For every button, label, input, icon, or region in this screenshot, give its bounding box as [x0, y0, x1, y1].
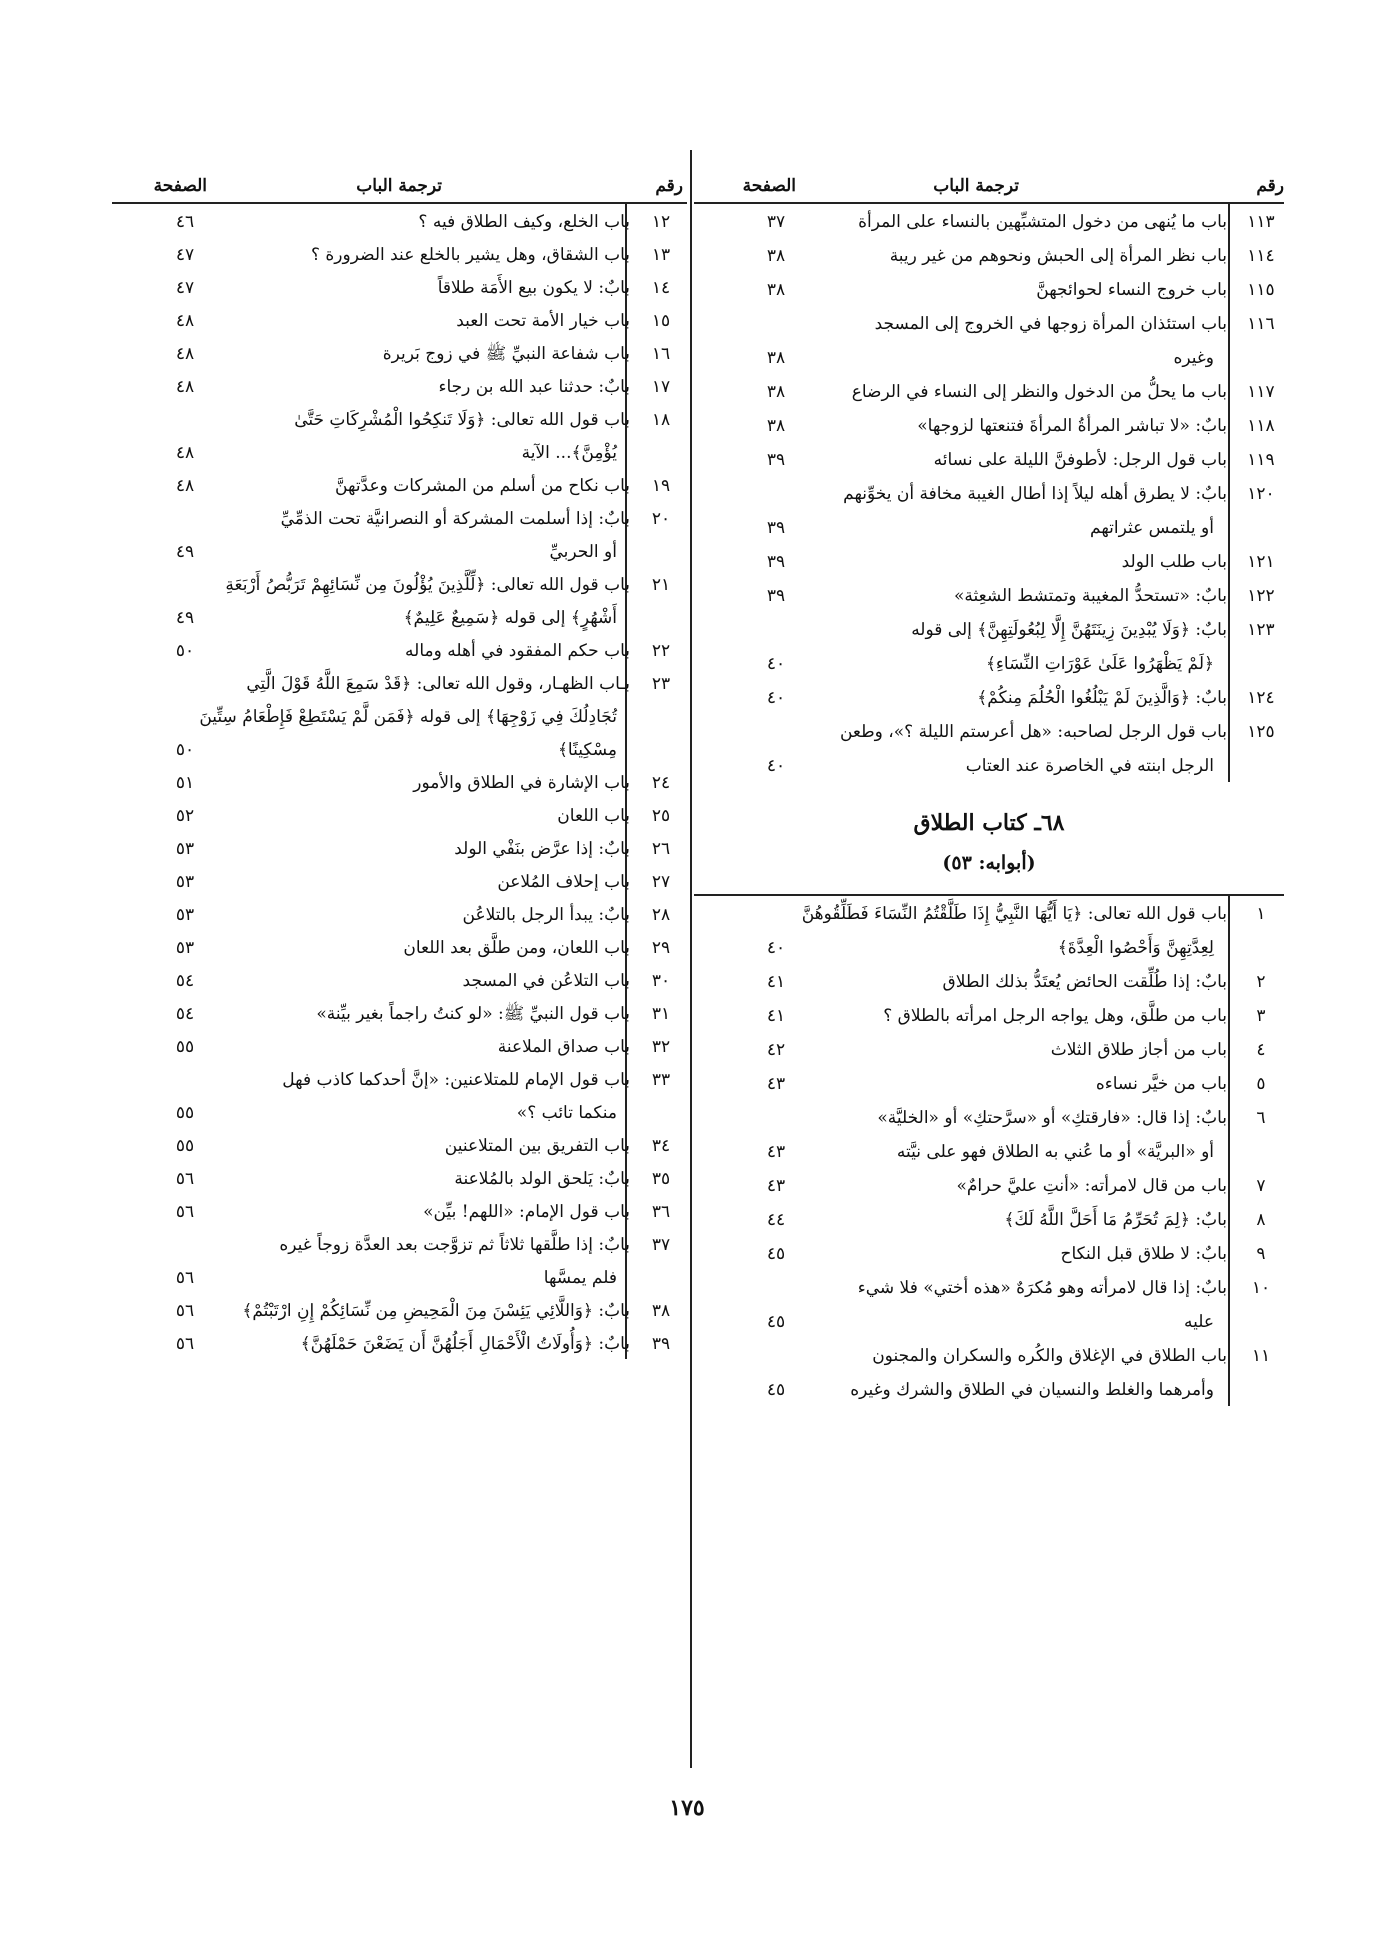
entry-title-continued: وغيره: [1173, 348, 1214, 368]
entry-number: ١٢٤: [1247, 688, 1275, 708]
entry-title: بابٌ: إذا قال: «فارقتكِ» أو «سرَّحتكِ» أو «الخليَّة»: [877, 1108, 1227, 1128]
entry-title: باب من طلَّق، وهل يواجه الرجل امرأته بالطلاق ؟: [883, 1006, 1227, 1026]
entry-page: ٤٥: [766, 1312, 786, 1332]
entry-number: ٧: [1256, 1176, 1266, 1196]
entry-title: باب قول النبيِّ ﷺ: «لو كنتُ راجماً بغير بيِّنة»: [316, 1004, 630, 1024]
number-separator: [1228, 408, 1230, 442]
toc-entry: [112, 996, 687, 1029]
number-separator: [1228, 442, 1230, 476]
entry-title: باب الإشارة في الطلاق والأمور: [413, 773, 630, 793]
entry-title: بابٌ: إذا طلَّقها ثلاثاً ثم تزوَّجت بعد العدَّة زوجاً غيره: [279, 1235, 630, 1255]
entry-number: ٩: [1256, 1244, 1266, 1264]
entry-number: ١١٦: [1247, 314, 1275, 334]
entry-title: باب اللعان: [557, 806, 630, 826]
toc-entry: [112, 402, 687, 468]
entry-number: ٣٤: [651, 1136, 671, 1156]
entry-title-continued: مِسْكِينًا﴾: [557, 740, 617, 760]
entry-page: ٣٧: [766, 212, 786, 232]
entry-title: بابٌ: لا يطرق أهله ليلاً إذا أطال الغيبة مخافة أن يخوِّنهم: [843, 484, 1227, 504]
entry-title: بابٌ: لا يكون بيع الأَمَة طلاقاً: [437, 278, 630, 298]
entry-title: باب الطلاق في الإغلاق والكُره والسكران والمجنون: [872, 1346, 1227, 1366]
toc-entry: [112, 567, 687, 633]
entry-number: ١١٣: [1247, 212, 1275, 232]
header-page: الصفحة: [742, 176, 796, 196]
toc-entry: [112, 666, 687, 765]
entry-title: بابٌ: إذا طُلِّقت الحائض يُعتَدُّ بذلك الطلاق: [942, 972, 1227, 992]
entry-page: ٥٦: [175, 1301, 195, 1321]
entry-title-continued: لِعِدَّتِهِنَّ وَأَحْصُوا الْعِدَّةَ﴾: [1057, 938, 1214, 958]
entry-number: ١٦: [651, 344, 671, 364]
entry-page: ٥٥: [175, 1103, 195, 1123]
entry-title: بابٌ: ﴿وَاللَّائِي يَئِسْنَ مِنَ الْمَحِيضِ مِن نِّسَائِكُمْ إِنِ ارْتَبْتُمْ﴾: [242, 1301, 630, 1321]
entry-number: ٣٠: [651, 971, 671, 991]
entry-number: ٢٦: [651, 839, 671, 859]
entry-title: بابٌ: ﴿وَلَا يُبْدِينَ زِينَتَهُنَّ إِلَّا لِبُعُولَتِهِنَّ﴾ إلى قوله: [911, 620, 1227, 640]
entry-page: ٤٠: [766, 654, 786, 674]
header-title: ترجمة الباب: [933, 176, 1019, 196]
entry-page: ٤٥: [766, 1380, 786, 1400]
entry-number: ١٢: [651, 212, 671, 232]
entry-title: باب حكم المفقود في أهله وماله: [405, 641, 630, 661]
number-separator: [1228, 964, 1230, 998]
toc-entry: [694, 1338, 1284, 1406]
number-separator: [1228, 544, 1230, 578]
entry-title: باب التلاعُن في المسجد: [462, 971, 630, 991]
entry-page: ٥١: [175, 773, 195, 793]
toc-entry: [694, 238, 1284, 272]
entry-title: باب ما يُنهى من دخول المتشبِّهين بالنساء على المرأة: [858, 212, 1227, 232]
entry-title-continued: وأمرهما والغلط والنسيان في الطلاق والشرك وغيره: [850, 1380, 1214, 1400]
entry-title: بابٌ: «تستحدُّ المغيبة وتمتشط الشعِثة»: [953, 586, 1227, 606]
entry-number: ٥: [1256, 1074, 1266, 1094]
toc-entry: [112, 1029, 687, 1062]
entry-page: ٣٨: [766, 382, 786, 402]
entry-page: ٤٨: [175, 476, 195, 496]
entry-title-continued: الرجل ابنته في الخاصرة عند العتاب: [965, 756, 1214, 776]
toc-entry: [694, 272, 1284, 306]
entry-page: ٣٩: [766, 450, 786, 470]
number-separator: [1228, 714, 1230, 782]
entry-page: ٤١: [766, 1006, 786, 1026]
entry-number: ١١٥: [1247, 280, 1275, 300]
number-separator: [1228, 238, 1230, 272]
entry-page: ٥٣: [175, 938, 195, 958]
toc-entry: [694, 204, 1284, 238]
header-page: الصفحة: [153, 176, 207, 196]
toc-entry: [694, 680, 1284, 714]
toc-entry: [694, 578, 1284, 612]
toc-entry: [694, 1168, 1284, 1202]
toc-entry: [112, 897, 687, 930]
toc-entry: [112, 1062, 687, 1128]
entry-number: ٢٤: [651, 773, 671, 793]
entry-number: ٢٥: [651, 806, 671, 826]
entry-page: ٤٨: [175, 377, 195, 397]
entry-title: بابٌ: إذا قال لامرأته وهو مُكرَهٌ «هذه أختي» فلا شيء: [857, 1278, 1227, 1298]
entry-number: ١٨: [651, 410, 671, 430]
entry-page: ٥٣: [175, 905, 195, 925]
toc-entry: [112, 501, 687, 567]
toc-entry: [694, 1236, 1284, 1270]
toc-entry: [694, 1270, 1284, 1338]
entry-number: ٢٢: [651, 641, 671, 661]
entry-number: ١٢٠: [1247, 484, 1275, 504]
entry-page: ٤٣: [766, 1074, 786, 1094]
right-column: [694, 150, 1284, 1406]
toc-entry: [112, 765, 687, 798]
number-separator: [1228, 680, 1230, 714]
number-separator: [1228, 1236, 1230, 1270]
entry-page: ٤٣: [766, 1176, 786, 1196]
entry-page: ٤٠: [766, 756, 786, 776]
toc-entry: [112, 270, 687, 303]
entry-title: باب قول الرجل لصاحبه: «هل أعرستم الليلة ؟»، وطعن: [839, 722, 1227, 742]
toc-entry: [694, 998, 1284, 1032]
toc-entry: [112, 468, 687, 501]
toc-entry: [694, 1100, 1284, 1168]
page-number: ١٧٥: [669, 1795, 705, 1821]
entry-title: باب شفاعة النبيِّ ﷺ في زوج بَريرة: [382, 344, 630, 364]
toc-entry: [112, 237, 687, 270]
right-entries: [694, 204, 1284, 782]
number-separator: [1228, 272, 1230, 306]
book-title: ٦٨ـ كتاب الطلاق: [913, 810, 1065, 836]
entry-number: ٢١: [651, 575, 671, 595]
toc-entry: [694, 1066, 1284, 1100]
entry-title-continued: أَشْهُرٍ﴾ إلى قوله ﴿سَمِيعٌ عَلِيمٌ﴾: [403, 608, 617, 628]
entry-number: ١١: [1251, 1346, 1271, 1366]
entry-number: ٣١: [651, 1004, 671, 1024]
entry-title-continued: أو يلتمس عثراتهم: [1090, 518, 1214, 538]
entry-number: ١٢١: [1247, 552, 1275, 572]
entry-number: ١٢٥: [1247, 722, 1275, 742]
entry-number: ٦: [1256, 1108, 1266, 1128]
entry-page: ٤٩: [175, 608, 195, 628]
entry-page: ٥٦: [175, 1202, 195, 1222]
number-separator: [1228, 1168, 1230, 1202]
entry-number: ٣٧: [651, 1235, 671, 1255]
entry-page: ٤٠: [766, 688, 786, 708]
entry-page: ٣٨: [766, 246, 786, 266]
entry-page: ٣٨: [766, 348, 786, 368]
entry-title-continued: عليه: [1183, 1312, 1214, 1332]
entry-title: بابٌ: إذا عرَّض بنَفْي الولد: [454, 839, 630, 859]
left-header: [112, 150, 687, 204]
number-separator: [1228, 998, 1230, 1032]
entry-number: ٣: [1256, 1006, 1266, 1026]
toc-entry: [694, 374, 1284, 408]
toc-entry: [694, 442, 1284, 476]
entry-title: بابٌ: لا طلاق قبل النكاح: [1060, 1244, 1227, 1264]
entry-number: ٢٠: [651, 509, 671, 529]
entry-page: ٥٤: [175, 1004, 195, 1024]
entry-number: ١٥: [651, 311, 671, 331]
entry-title: باب إحلاف المُلاعن: [497, 872, 630, 892]
entry-page: ٤٧: [175, 278, 195, 298]
toc-entry: [694, 476, 1284, 544]
entry-title: باب طلب الولد: [1121, 552, 1227, 572]
entry-page: ٣٨: [766, 416, 786, 436]
entry-number: ١٢٣: [1247, 620, 1275, 640]
entry-page: ٤٨: [175, 344, 195, 364]
number-separator: [1228, 1338, 1230, 1406]
entry-title: باب من خيَّر نساءه: [1095, 1074, 1227, 1094]
toc-entry: [112, 369, 687, 402]
entry-page: ٤٥: [766, 1244, 786, 1264]
entry-number: ٢٧: [651, 872, 671, 892]
entry-title: باب قول الله تعالى: ﴿يَا أَيُّهَا النَّبِيُّ إِذَا طَلَّقْتُمُ النِّسَاءَ فَطَلِّقُوهُنَّ: [801, 904, 1227, 924]
number-separator: [1228, 1100, 1230, 1168]
entry-title: باب قول الإمام: «اللهم! بيِّن»: [423, 1202, 630, 1222]
toc-entry: [112, 831, 687, 864]
toc-entry: [694, 408, 1284, 442]
toc-entry: [694, 896, 1284, 964]
entry-title: بابٌ: يبدأ الرجل بالتلاعُن: [462, 905, 630, 925]
entry-page: ٤٠: [766, 938, 786, 958]
toc-entry: [112, 1128, 687, 1161]
toc-entry: [694, 1202, 1284, 1236]
entry-title: بابٌ: «لا تباشر المرأةُ المرأةَ فتنعتها لزوجها»: [917, 416, 1227, 436]
entry-page: ٤٣: [766, 1142, 786, 1162]
header-number: رقم: [655, 176, 683, 196]
entry-number: ١١٧: [1247, 382, 1275, 402]
entry-title: باب ما يحلُّ من الدخول والنظر إلى النساء في الرضاع: [851, 382, 1227, 402]
entry-title: بابٌ: يَلحق الولد بالمُلاعنة: [454, 1169, 630, 1189]
entry-page: ٥٤: [175, 971, 195, 991]
entry-title: بابٌ: حدثنا عبد الله بن رجاء: [438, 377, 630, 397]
entry-page: ٤٩: [175, 542, 195, 562]
entry-title: باب خيار الأمة تحت العبد: [456, 311, 630, 331]
entry-number: ١١٨: [1247, 416, 1275, 436]
entry-title: بابٌ: ﴿لِمَ تُحَرِّمُ مَا أَحَلَّ اللَّهُ لَكَ﴾: [1004, 1210, 1227, 1230]
number-separator: [1228, 374, 1230, 408]
entry-title: باب من قال لامرأته: «أنتِ عليَّ حرامٌ»: [956, 1176, 1227, 1196]
entry-number: ١٣: [651, 245, 671, 265]
entry-title-continued: منكما تائب ؟»: [516, 1103, 617, 1123]
toc-entry: [112, 1293, 687, 1326]
toc-entry: [112, 1326, 687, 1359]
number-separator: [1228, 1066, 1230, 1100]
book-subtitle: (أبوابه: ٥٣): [942, 852, 1036, 874]
toc-entry: [694, 714, 1284, 782]
entry-number: ٤: [1256, 1040, 1266, 1060]
entry-page: ٥٥: [175, 1037, 195, 1057]
number-separator: [1228, 896, 1230, 964]
entry-number: ٨: [1256, 1210, 1266, 1230]
entry-title-continued: يُؤْمِنَّ﴾... الآية: [521, 443, 617, 463]
entry-page: ٥٦: [175, 1268, 195, 1288]
number-separator: [1228, 612, 1230, 680]
entry-page: ٤٢: [766, 1040, 786, 1060]
entry-page: ٥٠: [175, 641, 195, 661]
entry-page: ٥٣: [175, 839, 195, 859]
right-entries-2: [694, 896, 1284, 1406]
toc-entry: [112, 963, 687, 996]
entry-number: ١: [1256, 904, 1266, 924]
entry-title: باب الشقاق، وهل يشير بالخلع عند الضرورة ؟: [310, 245, 630, 265]
entry-title-continued: فلم يمسَّها: [543, 1268, 617, 1288]
column-divider: [690, 150, 692, 1768]
number-separator: [1228, 1032, 1230, 1066]
header-number: رقم: [1256, 176, 1284, 196]
right-header: [694, 150, 1284, 204]
book-section: [694, 782, 1284, 894]
toc-entry: [112, 336, 687, 369]
entry-page: ٤٨: [175, 311, 195, 331]
entry-title: باب نكاح من أسلم من المشركات وعدَّتهنَّ: [335, 476, 630, 496]
entry-page: ٣٨: [766, 280, 786, 300]
entry-page: ٥٦: [175, 1169, 195, 1189]
entry-page: ٤٨: [175, 443, 195, 463]
entry-number: ١١٩: [1247, 450, 1275, 470]
number-separator: [1228, 476, 1230, 544]
left-entries: [112, 204, 687, 1359]
toc-entry: [112, 798, 687, 831]
entry-title: بابٌ: إذا أسلمت المشركة أو النصرانيَّة تحت الذمِّيِّ: [280, 509, 630, 529]
entry-title: باب قول الله تعالى: ﴿وَلَا تَنكِحُوا الْمُشْرِكَاتِ حَتَّىٰ: [294, 410, 630, 430]
entry-page: ٤٤: [766, 1210, 786, 1230]
entry-title: باب قول الله تعالى: ﴿لِّلَّذِينَ يُؤْلُونَ مِن نِّسَائِهِمْ تَرَبُّصُ أَرْبَعَةِ: [225, 575, 630, 595]
number-separator: [1228, 1202, 1230, 1236]
toc-entry: [112, 303, 687, 336]
entry-title-continued: أو «البريَّة» أو ما عُني به الطلاق فهو على نيَّته: [896, 1142, 1214, 1162]
entry-title: باب قول الرجل: لأطوفنَّ الليلة على نسائه: [933, 450, 1227, 470]
entry-page: ٥٢: [175, 806, 195, 826]
entry-page: ٥٥: [175, 1136, 195, 1156]
number-separator: [1228, 204, 1230, 238]
entry-page: ٤٧: [175, 245, 195, 265]
entry-title: بابٌ: ﴿وَأُولَاتُ الْأَحْمَالِ أَجَلُهُنَّ أَن يَضَعْنَ حَمْلَهُنَّ﴾: [300, 1334, 630, 1354]
entry-title: باب قول الإمام للمتلاعنين: «إنَّ أحدكما كاذب فهل: [282, 1070, 630, 1090]
entry-number: ٢٣: [651, 674, 671, 694]
entry-page: ٥٦: [175, 1334, 195, 1354]
entry-page: ٣٩: [766, 552, 786, 572]
entry-title: باب استئذان المرأة زوجها في الخروج إلى المسجد: [874, 314, 1227, 334]
entry-number: ١٩: [651, 476, 671, 496]
toc-entry: [694, 306, 1284, 374]
entry-number: ٣٩: [651, 1334, 671, 1354]
entry-title: باب التفريق بين المتلاعنين: [444, 1136, 630, 1156]
toc-entry: [112, 930, 687, 963]
toc-entry: [694, 1032, 1284, 1066]
entry-number: ١٤: [651, 278, 671, 298]
entry-number: ٢٨: [651, 905, 671, 925]
entry-page: ٣٩: [766, 586, 786, 606]
entry-title: بابٌ: ﴿وَالَّذِينَ لَمْ يَبْلُغُوا الْحُلُمَ مِنكُمْ﴾: [977, 688, 1227, 708]
entry-page: ٣٩: [766, 518, 786, 538]
entry-title-continued: تُجَادِلُكَ فِي زَوْجِهَا﴾ إلى قوله ﴿فَمَن لَّمْ يَسْتَطِعْ فَإِطْعَامُ سِتِّينَ: [199, 707, 617, 727]
entry-title: باب اللعان، ومن طلَّق بعد اللعان: [403, 938, 630, 958]
entry-number: ١٢٢: [1247, 586, 1275, 606]
number-separator: [1228, 306, 1230, 374]
entry-title: باب من أجاز طلاق الثلاث: [1050, 1040, 1227, 1060]
entry-title: باب خروج النساء لحوائجهنَّ: [1036, 280, 1227, 300]
toc-entry: [112, 1227, 687, 1293]
toc-entry: [112, 1194, 687, 1227]
entry-title-continued: ﴿لَمْ يَظْهَرُوا عَلَىٰ عَوْرَاتِ النِّسَاءِ﴾: [985, 654, 1214, 674]
entry-page: ٥٣: [175, 872, 195, 892]
entry-number: ١٠: [1251, 1278, 1271, 1298]
entry-number: ٣٨: [651, 1301, 671, 1321]
toc-entry: [112, 633, 687, 666]
entry-page: ٤٦: [175, 212, 195, 232]
toc-entry: [694, 612, 1284, 680]
entry-number: ١١٤: [1247, 246, 1275, 266]
entry-number: ٢: [1256, 972, 1266, 992]
header-title: ترجمة الباب: [356, 176, 442, 196]
entry-number: ٣٥: [651, 1169, 671, 1189]
toc-entry: [694, 544, 1284, 578]
entry-title: بـاب الظهـار، وقول الله تعالى: ﴿قَدْ سَمِعَ اللَّهُ قَوْلَ الَّتِي: [246, 674, 630, 694]
left-column: [112, 150, 687, 1359]
entry-title: باب صداق الملاعنة: [497, 1037, 630, 1057]
number-separator: [1228, 578, 1230, 612]
entry-page: ٥٠: [175, 740, 195, 760]
toc-entry: [112, 1161, 687, 1194]
toc-entry: [112, 204, 687, 237]
toc-entry: [112, 864, 687, 897]
entry-number: ١٧: [651, 377, 671, 397]
entry-number: ٣٦: [651, 1202, 671, 1222]
entry-title: باب نظر المرأة إلى الحبش ونحوهم من غير ريبة: [889, 246, 1227, 266]
entry-number: ٢٩: [651, 938, 671, 958]
number-separator: [1228, 1270, 1230, 1338]
toc-entry: [694, 964, 1284, 998]
entry-title-continued: أو الحربيِّ: [549, 542, 617, 562]
entry-title: باب الخلع، وكيف الطلاق فيه ؟: [418, 212, 630, 232]
entry-number: ٣٣: [651, 1070, 671, 1090]
entry-number: ٣٢: [651, 1037, 671, 1057]
entry-page: ٤١: [766, 972, 786, 992]
